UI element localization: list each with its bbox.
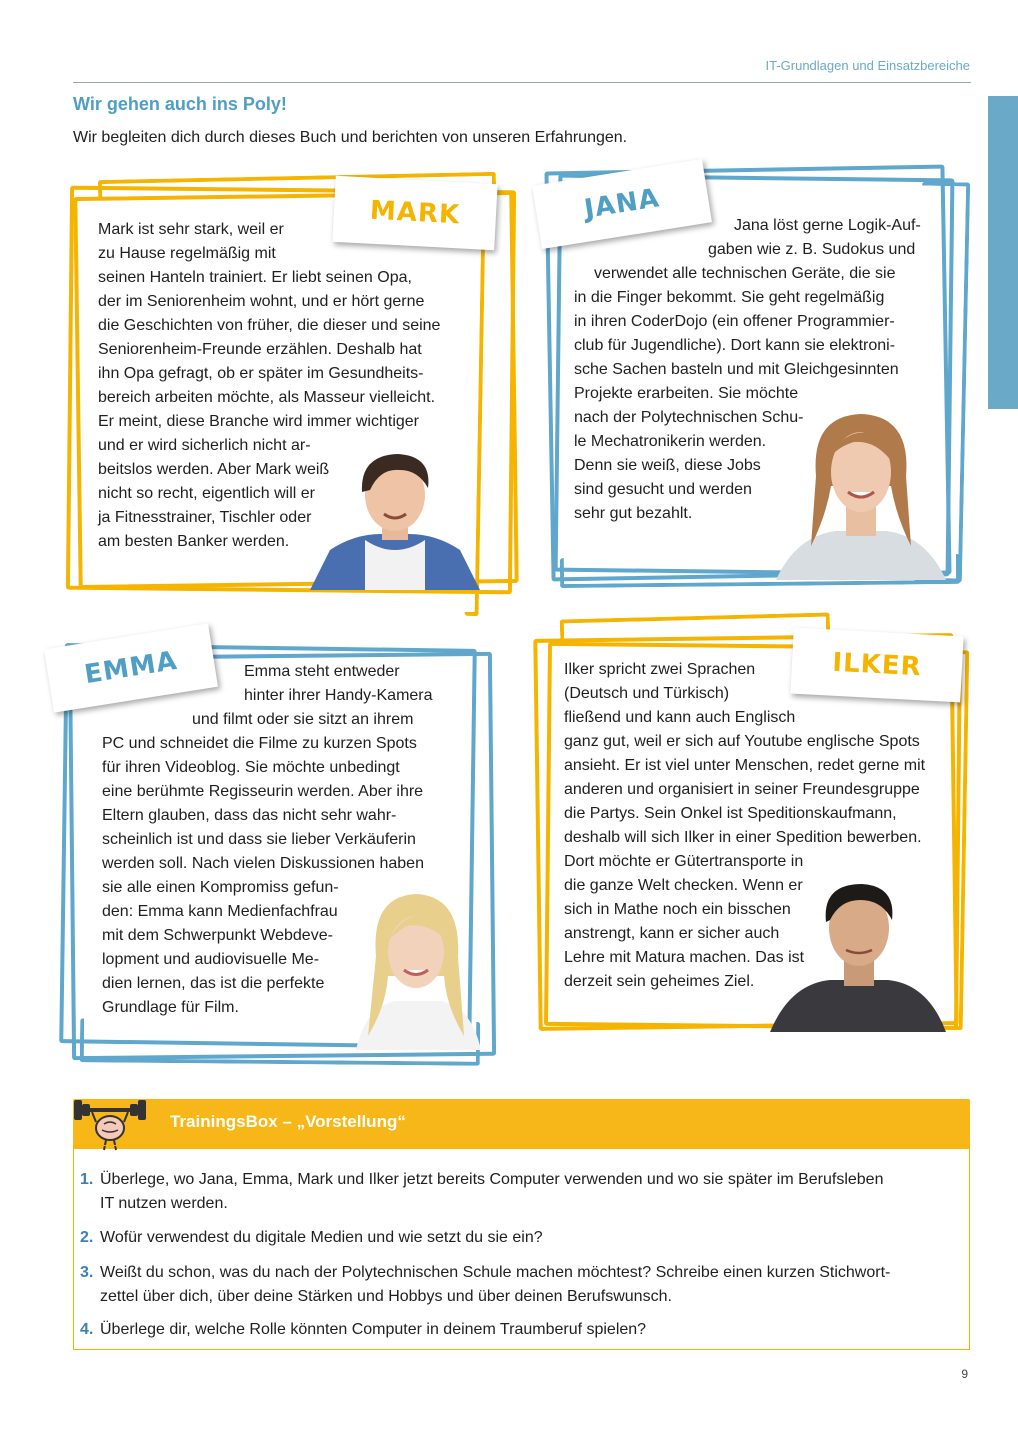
task-4: 4. Überlege dir, welche Rolle könnten Computer in deinem Traumberuf spielen? xyxy=(80,1321,647,1338)
card-jana-text: Jana löst gerne Logik-Auf- gaben wie z. B. Sudokus und verwendet alle technischen Geräte, die sie in die Finger bekommt. Sie geht regelmäßig in ihren CoderDojo (ein offener Programmier- club für Jugendliche). Dort kann sie elektroni- sche Sachen basteln und mit Gleichgesinnten Projekte erarbeiten. Sie möchte nach der Polytechnischen Schu- le Mechatronikerin werden. Denn sie weiß, diese Jobs sind gesucht und werden sehr gut bezahlt. xyxy=(574,217,921,522)
mark-photo xyxy=(310,440,480,590)
emma-photo xyxy=(346,886,486,1050)
card-mark-text: Mark ist sehr stark, weil er zu Hause regelmäßig mit seinen Hanteln trainiert. Er liebt seinen Opa, der im Seniorenheim wohnt, und er hört gerne die Geschichten von früher, die dieser und seine Seniorenheim-Freunde erzählen. Deshalb hat ihn Opa gefragt, ob er später im Gesundheits- bereich arbeiten möchte, als Masseur vielleicht. Er meint, diese Branche wird immer wichtiger und er wird sicherlich nicht ar- beitslos werden. Aber Mark weiß nicht so recht, eigentlich will er ja Fitnesstrainer, Tischler oder am besten Banker werden. xyxy=(98,221,441,550)
name-tag-jana: JANA xyxy=(532,159,712,249)
task-2: 2. Wofür verwendest du digitale Medien und wie setzt du sie ein? xyxy=(80,1229,543,1246)
name-tag-ilker: ILKER xyxy=(790,628,963,703)
task-3: 3. Weißt du schon, was du nach der Polytechnischen Schule machen möchtest? Schreibe einen kurzen Stichwort- zettel über dich, über deine Stärken und Hobbys und über deinen Berufswunsch. xyxy=(80,1264,891,1305)
trainingsbox-title: TrainingsBox – „Vorstellung“ xyxy=(170,1112,406,1131)
intro-text: Wir begleiten dich durch dieses Buch und berichten von unseren Erfahrungen. xyxy=(73,129,628,146)
name-tag-emma: EMMA xyxy=(44,623,218,712)
task-1: 1. Überlege, wo Jana, Emma, Mark und Ilker jetzt bereits Computer verwenden und wo sie später im Berufsleben IT nutzen werden. xyxy=(80,1171,884,1212)
running-head: IT-Grundlagen und Einsatzbereiche xyxy=(765,58,970,73)
name-tag-mark: MARK xyxy=(332,176,497,250)
card-emma-text: Emma steht entweder hinter ihrer Handy-Kamera und filmt oder sie sitzt an ihrem PC und schneidet die Filme zu kurzen Spots für ihren Videoblog. Sie möchte unbedingt eine berühmte Regisseurin werden. Aber ihre Eltern glauben, dass das nicht sehr wahr- scheinlich ist und dass sie lieber Verkäuferin werden soll. Nach vielen Diskussionen haben sie alle einen Kompromiss gefun- den: Emma kann Medienfachfrau mit dem Schwerpunkt Webdeve- lopment und audiovisuelle Me- dien lernen, das ist die perfekte Grundlage für Film. xyxy=(102,663,433,1016)
page-number: 9 xyxy=(961,1367,968,1381)
jana-photo xyxy=(776,406,946,580)
brain-dumbbell-icon xyxy=(70,1082,150,1152)
section-title: Wir gehen auch ins Poly! xyxy=(73,94,287,114)
header-divider xyxy=(73,82,971,83)
chapter-side-tab xyxy=(988,96,1018,409)
card-ilker-text: Ilker spricht zwei Sprachen (Deutsch und Türkisch) fließend und kann auch Englisch ganz gut, weil er sich auf Youtube englische Spots ansieht. Er ist viel unter Menschen, redet gerne mit anderen und organisiert in seiner Freundesgruppe die Partys. Sein Onkel ist Speditionskaufmann, deshalb will sich Ilker in einer Spedition bewerben. Dort möchte er Gütertransporte in die ganze Welt checken. Wenn er sich in Mathe noch ein bisschen anstrengt, kann er sicher auch Lehre mit Matura machen. Das ist derzeit sein geheimes Ziel. xyxy=(564,661,926,990)
ilker-photo xyxy=(770,872,946,1032)
